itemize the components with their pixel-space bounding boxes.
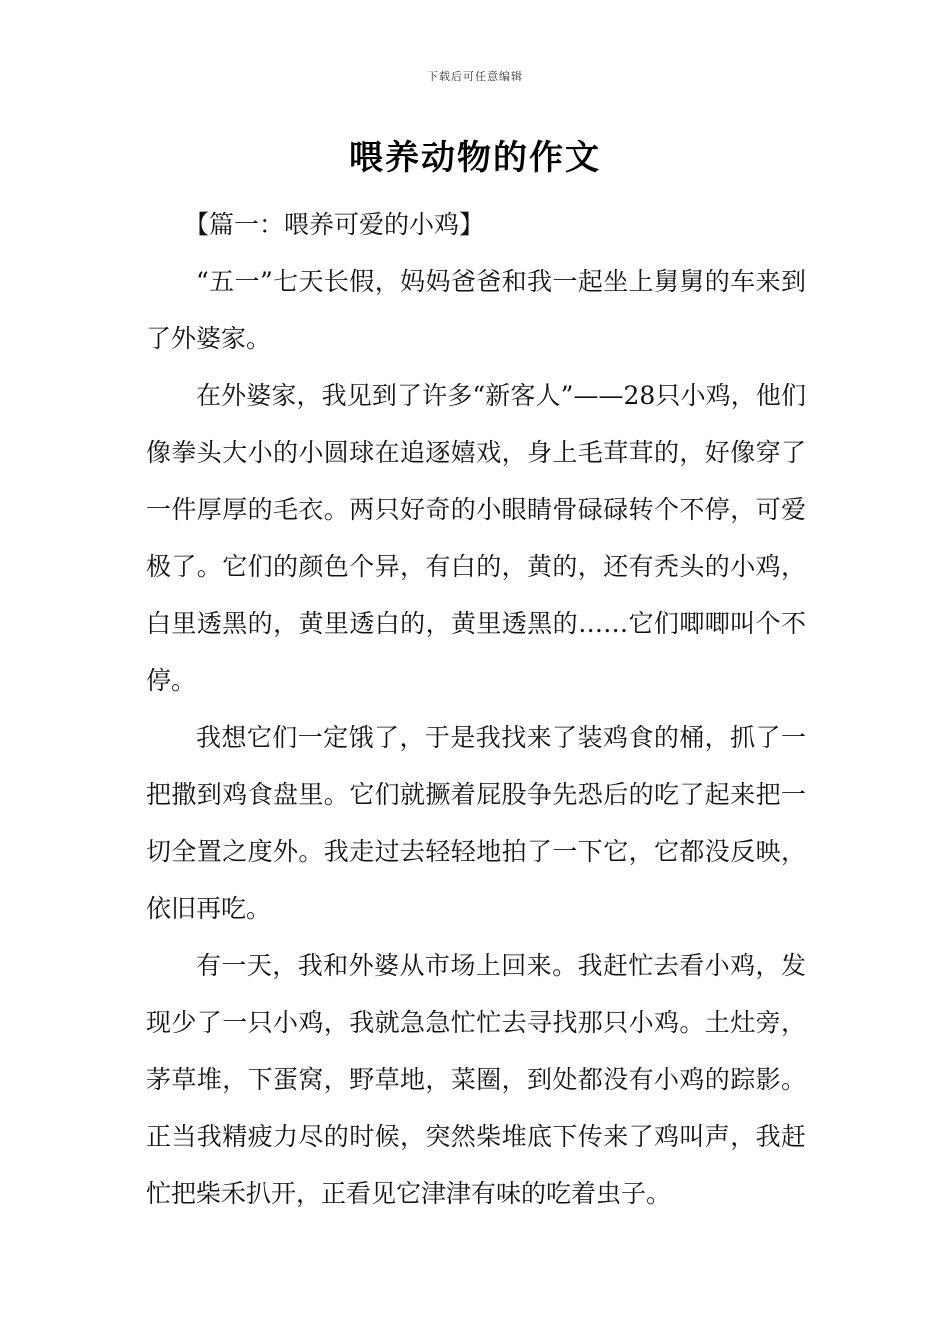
header-note: 下载后可任意编辑 — [427, 70, 523, 83]
section-heading: 【篇一：喂养可爱的小鸡】 — [184, 210, 485, 239]
article-body — [146, 196, 806, 1222]
page-title: 喂养动物的作文 — [349, 138, 601, 178]
paragraph-2: 在外婆家，我见到了许多“新客人”——28只小鸡，他们像拳头大小的小圆球在追逐嬉戏，身上毛茸茸的，好像穿了一件厚厚的毛衣。两只好奇的小眼睛骨碌碌转个不停，可爱极了。它们的颜色个异，有白的，黄的，还有秃头的小鸡，白里透黑的，黄里透白的，黄里透黑的……它们唧唧叫个不停。 — [146, 381, 806, 695]
paragraph-1: “五一”七天长假，妈妈爸爸和我一起坐上舅舅的车来到了外婆家。 — [146, 267, 806, 353]
paragraph-4: 有一天，我和外婆从市场上回来。我赶忙去看小鸡，发现少了一只小鸡，我就急急忙忙去寻找那只小鸡。土灶旁，茅草堆，下蛋窝，野草地，菜圈，到处都没有小鸡的踪影。正当我精疲力尽的时候，突然柴堆底下传来了鸡叫声，我赶忙把柴禾扒开，正看见它津津有味的吃着虫子。 — [146, 951, 806, 1208]
paragraph-3: 我想它们一定饿了，于是我找来了装鸡食的桶，抓了一把撒到鸡食盘里。它们就撅着屁股争先恐后的吃了起来把一切全置之度外。我走过去轻轻地拍了一下它，它都没反映，依旧再吃。 — [146, 723, 806, 923]
